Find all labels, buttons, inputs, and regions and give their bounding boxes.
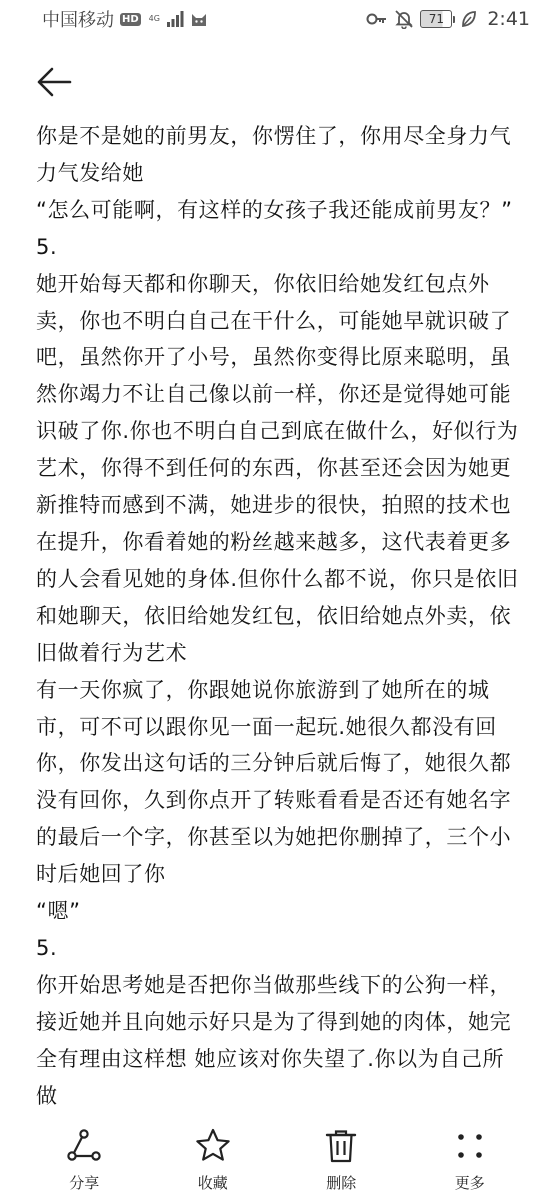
more-dots-icon: [453, 1126, 487, 1166]
network-type: 4G: [148, 14, 160, 23]
battery-level: 71: [420, 10, 452, 28]
leaf-icon: [461, 10, 477, 28]
share-label: 分享: [69, 1174, 100, 1192]
bottom-toolbar: [0, 1118, 554, 1200]
status-bar: [0, 0, 554, 38]
share-button[interactable]: [39, 1118, 129, 1193]
carrier-name: 中国移动: [42, 10, 114, 31]
paragraph: “嗯”: [36, 899, 81, 924]
paragraph: 你是不是她的前男友，你愣住了，你用尽全身力气力气发给她: [36, 124, 512, 185]
status-left: [42, 6, 208, 32]
network-badge: [149, 15, 160, 23]
key-icon: [366, 10, 388, 28]
paragraph: 她开始每天都和你聊天，你依旧给她发红包点外卖，你也不明白自己在干什么，可能她早就识破了吧，虽然你开了小号，虽然你变得比原来聪明，虽然你竭力不让自己像以前一样，你还是觉得她可能识破了你.你也不明白自己到底在做什么，好似行为艺术，你得不到任何的东西，你甚至还会因为她更新推特而感到不满，她进步的很快，拍照的技术也在提升，你看着她的粉丝越来越多，这代表着更多的人会看见她的身体.但你什么都不说，你只是依旧和她聊天，依旧给她发红包，依旧给她点外卖，依旧做着行为艺术: [36, 271, 519, 665]
favorite-label: 收藏: [197, 1174, 228, 1192]
note-content: [36, 118, 522, 1118]
favorite-button[interactable]: [168, 1118, 258, 1193]
battery-indicator: [420, 10, 455, 28]
paragraph: 有一天你疯了，你跟她说你旅游到了她所在的城市，可不可以跟你见一面一起玩.她很久都没有回你，你发出这句话的三分钟后就后悔了，她很久都没有回你，久到你点开了转账看看是否还有她名字的最后一个字，你甚至以为她把你删掉了，三个小时后她回了你: [36, 677, 512, 887]
paragraph: 你开始思考她是否把你当做那些线下的公狗一样，接近她并且向她示好只是为了得到她的肉体，她完全有理由这样想 她应该对你失望了.你以为自己所做: [36, 972, 512, 1108]
back-button[interactable]: [30, 58, 78, 106]
cat-app-icon: [190, 11, 208, 27]
share-icon: [66, 1126, 102, 1166]
section-number: 5.: [36, 234, 58, 259]
signal-icon: [166, 11, 184, 27]
battery-tip: [453, 16, 455, 23]
more-button[interactable]: [425, 1118, 515, 1193]
delete-label: 删除: [326, 1174, 357, 1192]
section-number: 5.: [36, 935, 58, 960]
delete-button[interactable]: [296, 1118, 386, 1193]
mute-bell-icon: [394, 9, 414, 29]
star-icon: [194, 1126, 232, 1166]
status-right: [366, 8, 530, 30]
clock: 2:41: [487, 8, 530, 30]
hd-badge: HD: [122, 13, 139, 25]
paragraph: “怎么可能啊，有这样的女孩子我还能成前男友？”: [36, 197, 513, 222]
trash-icon: [324, 1126, 358, 1166]
arrow-left-icon: [36, 67, 72, 97]
more-label: 更多: [454, 1174, 485, 1192]
